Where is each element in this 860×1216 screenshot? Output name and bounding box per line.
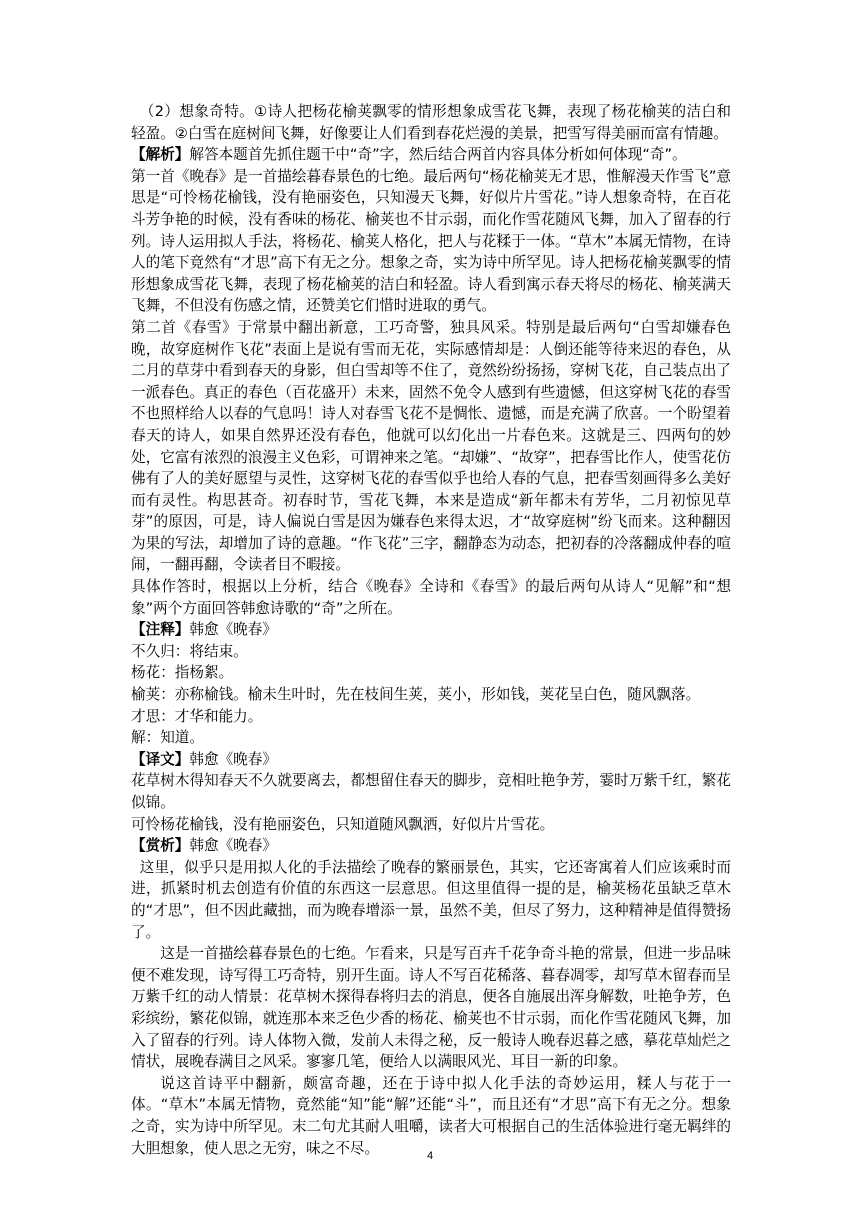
- translation-heading: [131, 749, 731, 771]
- notes-label: 【注释】: [131, 621, 190, 639]
- answer-item-2: （2）想象奇特。①诗人把杨花榆荚飘零的情形想象成雪花飞舞，表现了杨花榆荚的洁白和轻盈。②白雪在庭树间飞舞，好像要让人们看到春花烂漫的美景，把雪写得美丽而富有情趣。: [131, 103, 731, 142]
- appreciation-paragraph: 说这首诗平中翻新，颇富奇趣，还在于诗中拟人化手法的奇妙运用，糅人与花于一体。“草木”本属无情物，竟然能“知”能“解”还能“斗”，而且还有“才思”高下有无之分。想象之奇，实为诗中所罕见。末二句尤其耐人咀嚼，读者大可根据自己的生活体验进行毫无羁绊的大胆想象，使人思之无穷，味之不尽。: [131, 1074, 731, 1157]
- appreciation-paragraph: 这是一首描绘暮春景色的七绝。乍看来，只是写百卉千花争奇斗艳的常景，但进一步品味便不难发现，诗写得工巧奇特，别开生面。诗人不写百花稀落、暮春凋零，却写草木留春而呈万紫千红的动人情景：花草树木探得春将归去的消息，便各自施展出浑身解数，吐艳争芳，色彩缤纷，繁花似锦，就连那本来乏色少香的杨花、榆荚也不甘示弱，而化作雪花随风飞舞，加入了留春的行列。诗人体物入微，发前人未得之秘，反一般诗人晚春迟暮之感，摹花草灿烂之情状，展晚春满目之风采。寥寥几笔，便给人以满眼风光、耳目一新的印象。: [131, 945, 731, 1071]
- translation-title: 韩愈《晚春》: [189, 750, 277, 768]
- translation-line: 花草树木得知春天不久就要离去，都想留住春天的脚步，竞相吐艳争芳，霎时万紫千红，繁花似锦。: [131, 772, 731, 811]
- analysis-paragraph-conclusion: 具体作答时，根据以上分析，结合《晚春》全诗和《春雪》的最后两句从诗人“见解”和“想象”两个方面回答韩愈诗歌的“奇”之所在。: [131, 578, 731, 617]
- analysis-intro: [131, 144, 731, 166]
- page-content: [131, 101, 731, 1159]
- notes-title: 韩愈《晚春》: [189, 621, 277, 639]
- note-item: 榆荚：亦称榆钱。榆未生叶时，先在枝间生荚，荚小，形如钱，荚花呈白色，随风飘落。: [131, 686, 701, 704]
- appreciation-heading: [131, 835, 731, 857]
- notes-heading: [131, 619, 731, 641]
- appreciation-label: 【赏析】: [131, 837, 190, 855]
- note-item: 解：知道。: [131, 729, 204, 747]
- analysis-paragraph-wanchun: 第一首《晚春》是一首描绘暮春景色的七绝。最后两句“杨花榆荚无才思，惟解漫天作雪飞”意思是“可怜杨花榆钱，没有艳丽姿色，只知漫天飞舞，好似片片雪花。”诗人想象奇特，在百花斗芳争艳的时候，没有香味的杨花、榆荚也不甘示弱，而化作雪花随风飞舞，加入了留春的行列。诗人运用拟人手法，将杨花、榆荚人格化，把人与花糅于一体。“草木”本属无情物，在诗人的笔下竟然有“才思”高下有无之分。想象之奇，实为诗中所罕见。诗人把杨花榆荚飘零的情形想象成雪花飞舞，表现了杨花榆荚的洁白和轻盈。诗人看到寓示春天将尽的杨花、榆荚满天飞舞，不但没有伤感之情，还赞美它们惜时进取的勇气。: [131, 167, 731, 315]
- analysis-label: 【解析】: [131, 146, 190, 164]
- page-number: 4: [426, 1150, 434, 1162]
- note-item: 不久归：将结束。: [131, 642, 248, 660]
- translation-label: 【译文】: [131, 750, 190, 768]
- analysis-paragraph-chunxue: 第二首《春雪》于常景中翻出新意，工巧奇警，独具风采。特别是最后两句“白雪却嫌春色晚，故穿庭树作飞花”表面上是说有雪而无花，实际感情却是：人倒还能等待来迟的春色，从二月的草芽中看到春天的身影，但白雪却等不住了，竟然纷纷扬扬，穿树飞花，自己装点出了一派春色。真正的春色（百花盛开）未来，固然不免令人感到有些遗憾，但这穿树飞花的春雪不也照样给人以春的气息吗！诗人对春雪飞花不是惆怅、遗憾，而是充满了欣喜。一个盼望着春天的诗人，如果自然界还没有春色，他就可以幻化出一片春色来。这就是三、四两句的妙处，它富有浓烈的浪漫主义色彩，可谓神来之笔。“却嫌”、“故穿”，把春雪比作人，使雪花仿佛有了人的美好愿望与灵性，这穿树飞花的春雪似乎也给人春的气息，把春雪刻画得多么美好而有灵性。构思甚奇。初春时节，雪花飞舞，本来是造成“新年都未有芳华，二月初惊见草芽”的原因，可是，诗人偏说白雪是因为嫌春色来得太迟，才“故穿庭树”纷飞而来。这种翻因为果的写法，却增加了诗的意趣。“作飞花”三字，翻静态为动态，把初春的冷落翻成仲春的喧闹，一翻再翻，令读者目不暇接。: [131, 318, 731, 574]
- analysis-text: 解答本题首先抓住题干中“奇”字，然后结合两首内容具体分析如何体现“奇”。: [189, 146, 687, 164]
- note-item: 才思：才华和能力。: [131, 707, 263, 725]
- appreciation-title: 韩愈《晚春》: [189, 837, 277, 855]
- translation-line: 可怜杨花榆钱，没有艳丽姿色，只知道随风飘洒，好似片片雪花。: [131, 815, 555, 833]
- appreciation-paragraph: 这里，似乎只是用拟人化的手法描绘了晚春的繁丽景色，其实，它还寄寓着人们应该乘时而进，抓紧时机去创造有价值的东西这一层意思。但这里值得一提的是，榆荚杨花虽缺乏草木的“才思”，但不因此藏拙，而为晚春增添一景，虽然不美，但尽了努力，这种精神是值得赞扬了。: [131, 858, 731, 941]
- note-item: 杨花：指杨絮。: [131, 664, 234, 682]
